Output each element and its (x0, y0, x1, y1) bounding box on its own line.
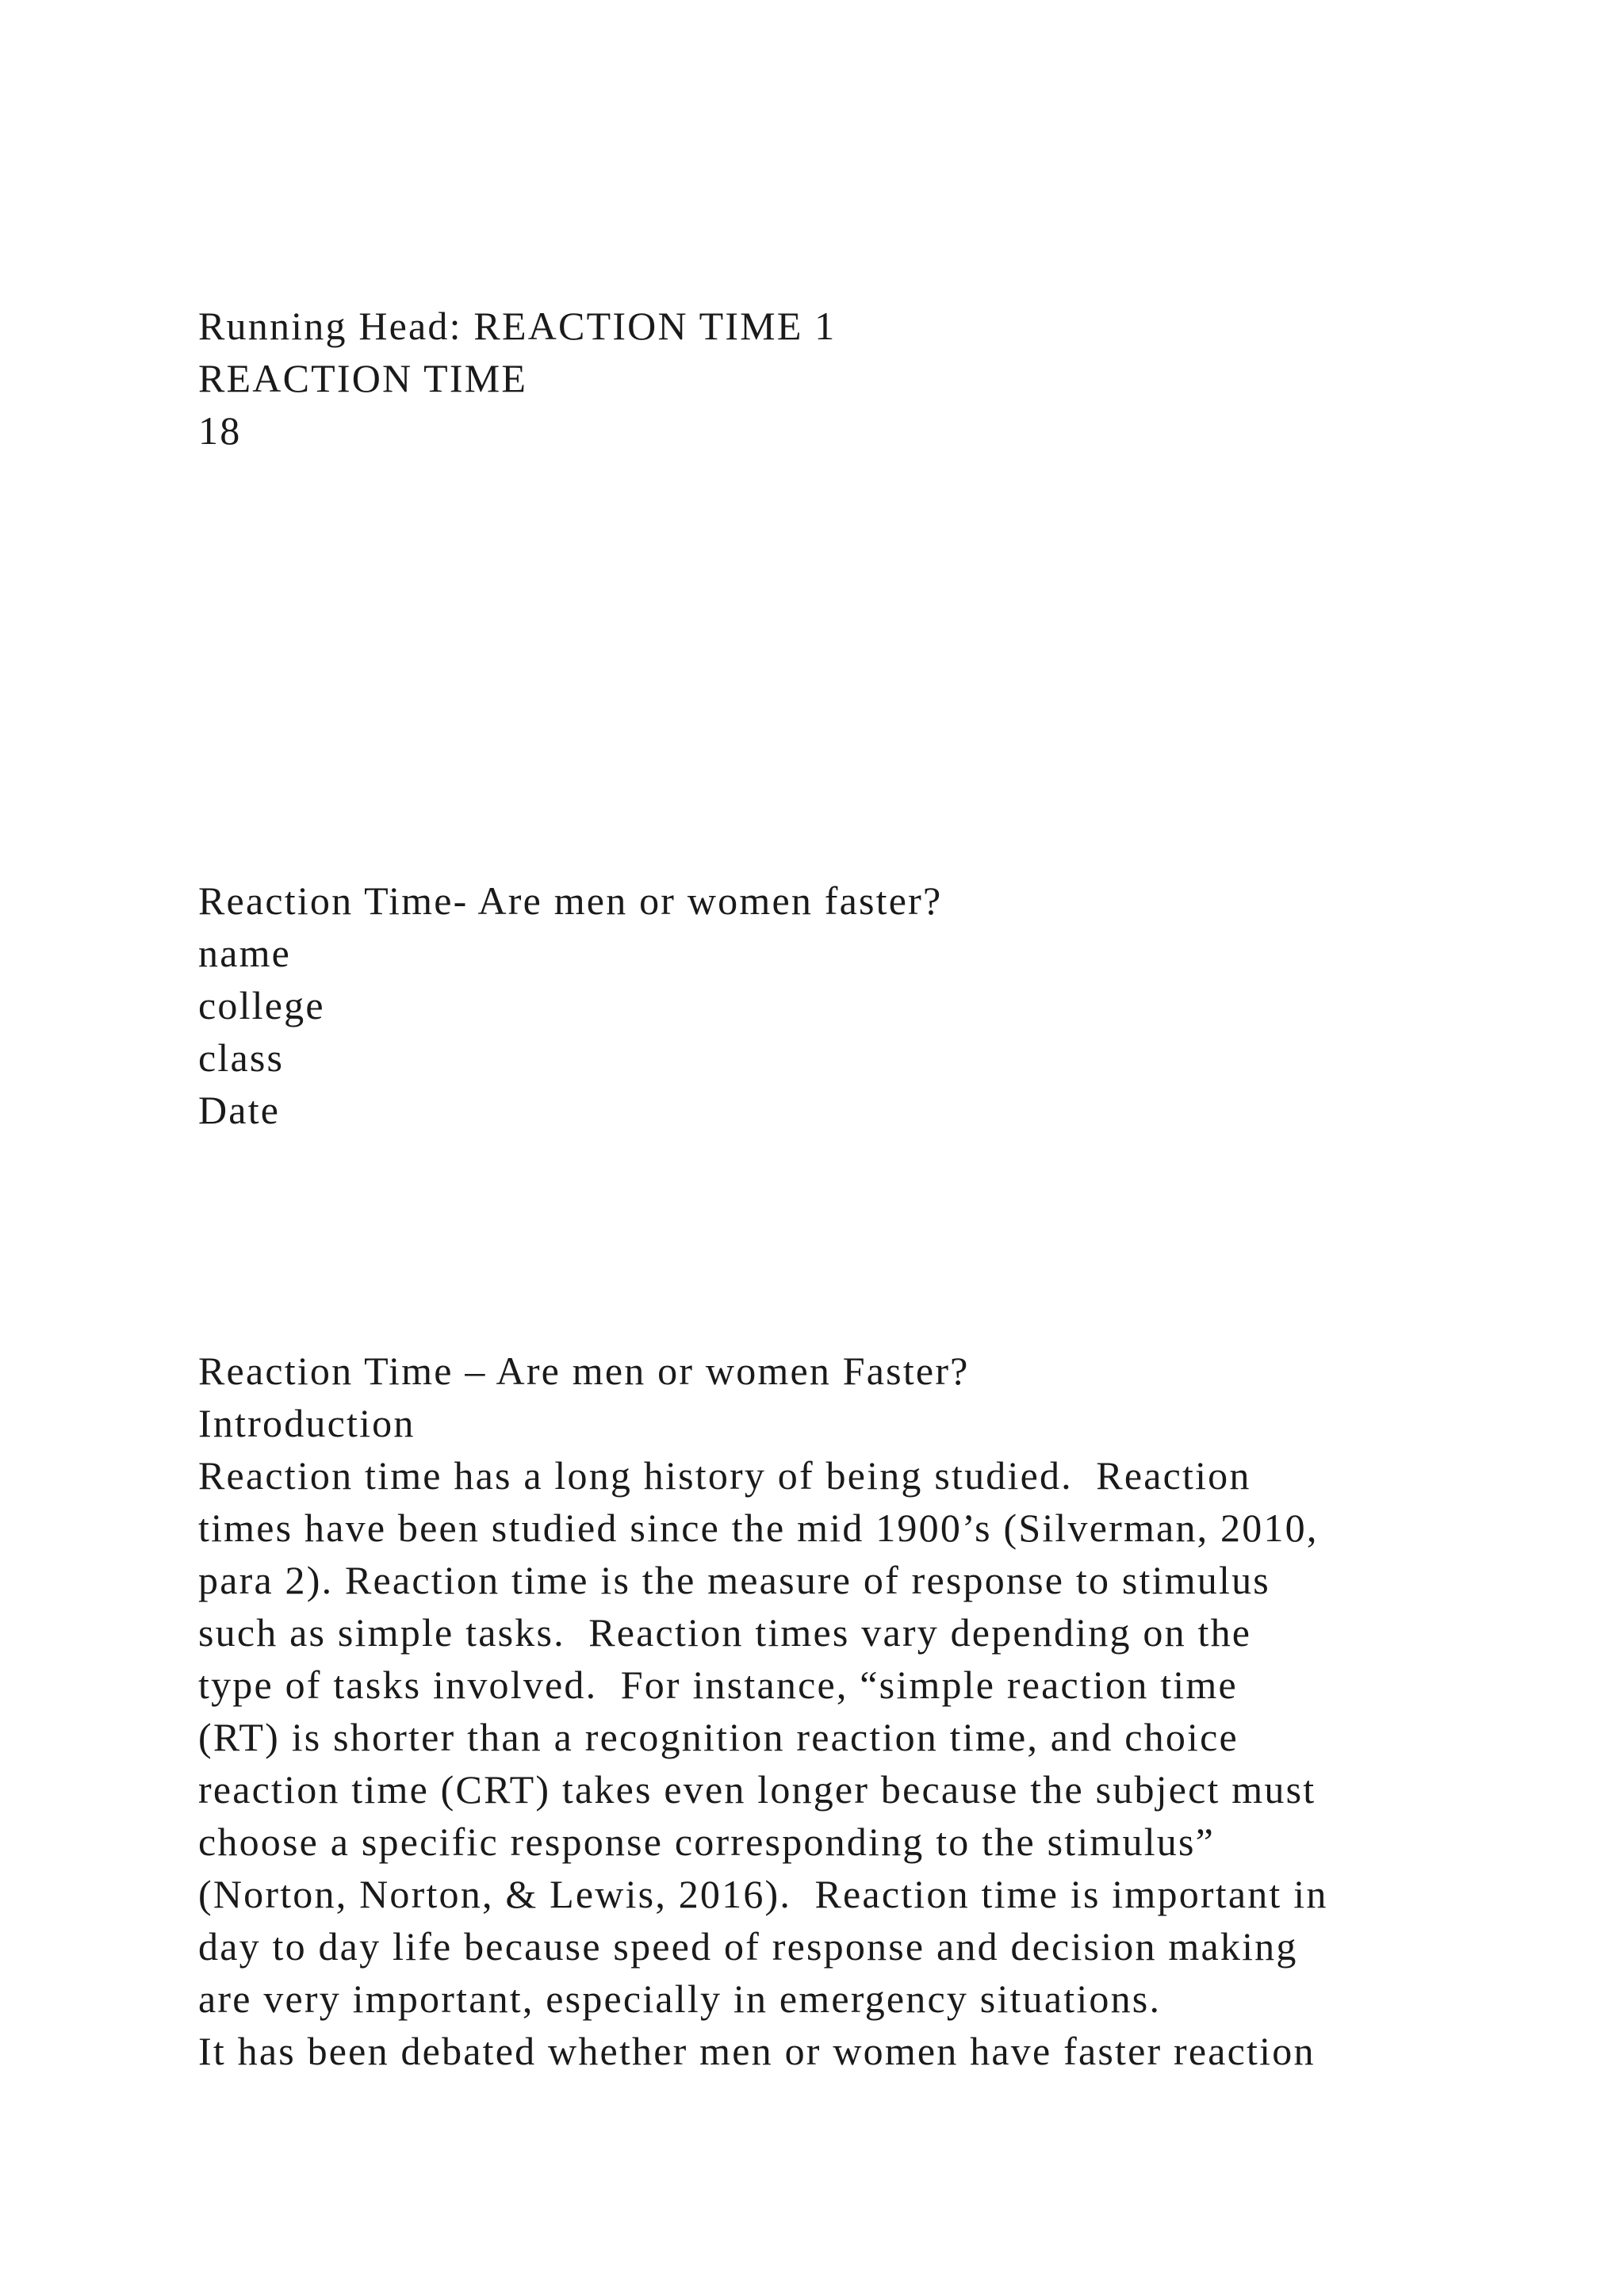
body-text-line: choose a specific response corresponding to the stimulus” (198, 1820, 1216, 1864)
body-text-line: such as simple tasks. Reaction times vary depending on the (198, 1610, 1252, 1655)
college-name: college (198, 983, 325, 1027)
short-title: REACTION TIME (198, 356, 528, 400)
section-heading: Introduction (198, 1401, 416, 1445)
body-text-line: day to day life because speed of response and decision making (198, 1924, 1298, 1969)
author-name: name (198, 931, 292, 975)
body-text-line: (RT) is shorter than a recognition reaction time, and choice (198, 1715, 1239, 1759)
date-label: Date (198, 1088, 281, 1132)
body-text-line: para 2). Reaction time is the measure of response to stimulus (198, 1558, 1270, 1602)
body-heading: Reaction Time – Are men or women Faster? (198, 1349, 970, 1393)
body-text-line: times have been studied since the mid 1900’s (Silverman, 2010, (198, 1506, 1319, 1550)
class-name: class (198, 1035, 285, 1080)
paper-title: Reaction Time- Are men or women faster? (198, 878, 943, 923)
body-text-line: reaction time (CRT) takes even longer because the subject must (198, 1767, 1316, 1812)
running-head: Running Head: REACTION TIME 1 (198, 304, 837, 348)
body-text-line: (Norton, Norton, & Lewis, 2016). Reaction time is important in (198, 1872, 1328, 1916)
page-number: 18 (198, 408, 242, 453)
body-text-line: Reaction time has a long history of being studied. Reaction (198, 1453, 1251, 1498)
body-text-line: It has been debated whether men or women have faster reaction (198, 2029, 1316, 2073)
body-text-line: type of tasks involved. For instance, “simple reaction time (198, 1663, 1238, 1707)
body-text-line: are very important, especially in emergency situations. (198, 1976, 1162, 2021)
